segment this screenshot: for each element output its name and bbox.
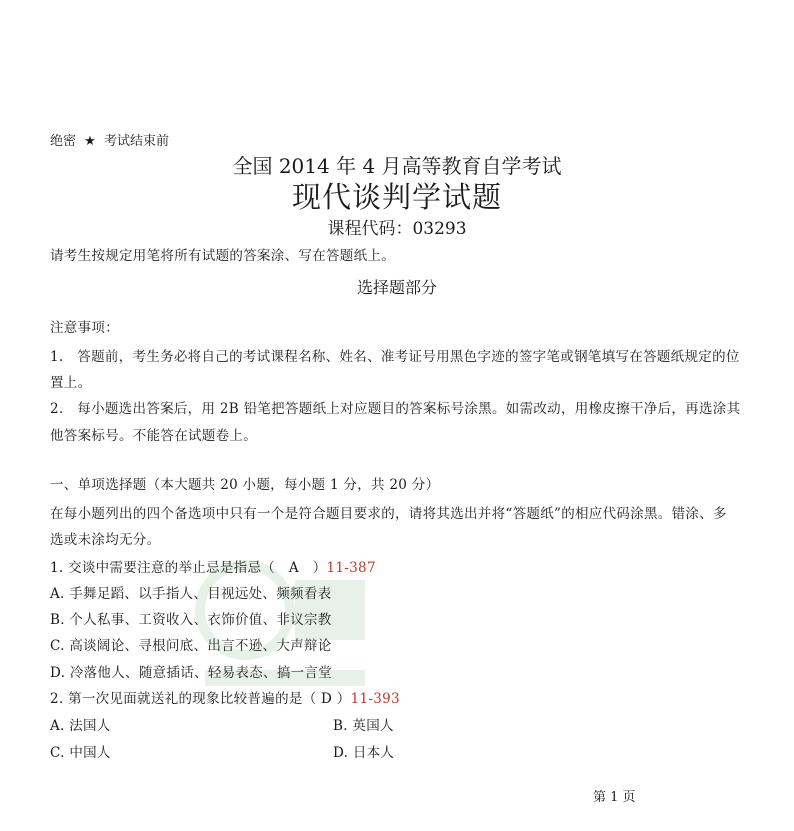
question-1-option-d: D. 冷落他人、随意插话、轻易表态、搞一言堂 — [50, 665, 333, 681]
secret-label: 绝密 — [50, 134, 77, 149]
question-2-option-a: A. 法国人 — [50, 718, 111, 734]
notes-item-1-line-2: 置上。 — [50, 375, 92, 391]
question-2-option-d: D. 日本人 — [333, 745, 395, 761]
question-2-ref: 11-393 — [350, 691, 400, 707]
question-1-ref: 11-387 — [326, 560, 376, 576]
part1-desc-line-2: 选或未涂均无分。 — [50, 532, 161, 548]
instruction-text: 请考生按规定用笔将所有试题的答案涂、写在答题纸上。 — [50, 248, 395, 264]
notes-item-1-line-1: 1. 答题前，考生务必将自己的考试课程名称、姓名、准考证号用黑色字迹的签字笔或钢笔填写在答题纸规定的位 — [50, 349, 740, 365]
question-2-text: 2. 第一次见面就送礼的现象比较普遍的是（ D ） — [50, 691, 351, 707]
question-1-stem — [50, 556, 376, 576]
course-code: 课程代码：03293 — [327, 219, 467, 239]
part1-heading: 一、单项选择题（本大题共 20 小题，每小题 1 分，共 20 分） — [50, 477, 440, 493]
star-icon: ★ — [84, 134, 96, 149]
part1-desc-line-1: 在每小题列出的四个备选项中只有一个是符合题目要求的，请将其选出并将“答题纸”的相应代码涂黑。错涂、多 — [50, 506, 727, 522]
section-title: 选择题部分 — [356, 278, 437, 297]
secret-note: 考试结束前 — [103, 134, 169, 149]
secret-header — [50, 130, 169, 149]
page-number: 第 1 页 — [593, 790, 636, 805]
notes-item-2-line-1: 2. 每小题选出答案后，用 2B 铅笔把答题纸上对应题目的答案标号涂黑。如需改动，用橡皮擦干净后，再选涂其 — [50, 401, 741, 417]
question-1-text: 1. 交谈中需要注意的举止忌是指忌（ A ） — [50, 560, 327, 576]
question-2-option-b: B. 英国人 — [333, 718, 394, 734]
subject-title: 现代谈判学试题 — [291, 180, 502, 214]
question-2-stem — [50, 687, 400, 707]
notes-heading: 注意事项： — [50, 320, 119, 336]
question-1-option-a: A. 手舞足蹈、以手指人、目视远处、频频看表 — [50, 586, 332, 602]
exam-title: 全国 2014 年 4 月高等教育自学考试 — [232, 154, 562, 178]
notes-item-2-line-2: 他答案标号。不能答在试题卷上。 — [50, 428, 257, 444]
question-2-option-c: C. 中国人 — [50, 745, 111, 761]
question-1-option-c: C. 高谈阔论、寻根问底、出言不逊、大声辩论 — [50, 638, 332, 654]
question-1-option-b: B. 个人私事、工资收入、衣饰价值、非议宗教 — [50, 612, 332, 628]
